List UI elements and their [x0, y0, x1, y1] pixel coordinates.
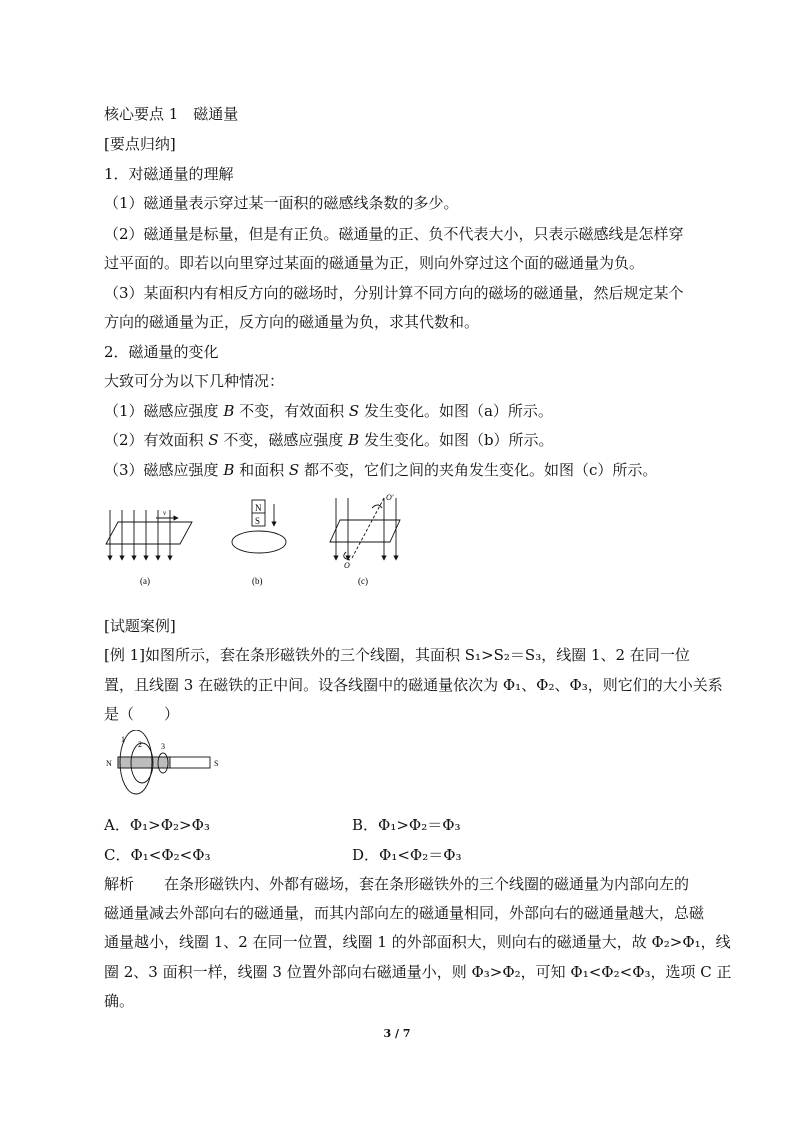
page-number: 3 / 7: [383, 1027, 411, 1040]
subsection-title-1: 1．对磁通量的理解: [104, 165, 234, 183]
paragraph-2a: （2）磁通量是标量，但是有正负。磁通量的正、负不代表大小，只表示磁感线是怎样穿: [104, 225, 684, 243]
paragraph-3a: （3）某面积内有相反方向的磁场时，分别计算不同方向的磁场的磁通量，然后规定某个: [104, 284, 684, 302]
caption-b: (b): [252, 576, 263, 586]
analysis-line-3: 通量越小，线圈 1、2 在同一位置，线圈 1 的外部面积大，则向右的磁通量大，故 Φ₂>Φ₁，线: [104, 933, 731, 951]
coil-1-label: 1: [121, 735, 125, 744]
pole-s-label: S: [214, 759, 219, 768]
analysis-line-4: 圈 2、3 面积一样，线圈 3 位置外部向右磁通量小，则 Φ₃>Φ₂，可知 Φ₁<Φ₂<Φ₃，选项 C 正: [104, 963, 732, 981]
case-tag: [试题案例]: [104, 617, 176, 635]
magnet-s-label: S: [255, 516, 261, 526]
example-1-line-1: [例 1]如图所示，套在条形磁铁外的三个线圈，其面积 S₁>S₂＝S₃，线圈 1、2 在同一位: [104, 646, 690, 664]
paragraph-3b: 方向的磁通量为正，反方向的磁通量为负，求其代数和。: [104, 313, 480, 331]
subsection-intro: 大致可分为以下几种情况：: [104, 372, 285, 390]
caption-a: (a): [140, 576, 150, 586]
coil-2-label: 2: [138, 740, 142, 749]
axis-bottom-label: O: [344, 561, 350, 570]
option-d[interactable]: D．Φ₁<Φ₂＝Φ₃: [352, 846, 462, 864]
magnet-n-label: N: [255, 503, 262, 513]
summary-tag: [要点归纳]: [104, 135, 176, 153]
section-heading: 核心要点 1 磁通量: [104, 105, 239, 123]
figure-flux-cases: [100, 492, 410, 592]
panel-c: [330, 498, 400, 560]
option-c[interactable]: C．Φ₁<Φ₂<Φ₃: [104, 846, 211, 864]
analysis-line-1: 解析 在条形磁铁内、外都有磁场，套在条形磁铁外的三个线圈的磁通量为内部向左的: [104, 875, 690, 893]
velocity-label: v: [163, 509, 167, 517]
figure-magnet-coils: [100, 730, 230, 800]
case-1: （1）磁感应强度 B 不变，有效面积 S 发生变化。如图（a）所示。: [104, 402, 553, 420]
analysis-line-5: 确。: [104, 992, 135, 1010]
pole-n-label: N: [106, 759, 112, 768]
axis-top-label: O′: [386, 493, 394, 502]
paragraph-1: （1）磁通量表示穿过某一面积的磁感线条数的多少。: [104, 194, 459, 212]
case-3: （3）磁感应强度 B 和面积 S 都不变，它们之间的夹角发生变化。如图（c）所示。: [104, 461, 658, 479]
option-a[interactable]: A．Φ₁>Φ₂>Φ₃: [104, 816, 210, 834]
subsection-title-2: 2．磁通量的变化: [104, 343, 219, 361]
example-1-line-2: 置，且线圈 3 在磁铁的正中间。设各线圈中的磁通量依次为 Φ₁、Φ₂、Φ₃，则它们的大小关系: [104, 676, 723, 694]
option-b[interactable]: B．Φ₁>Φ₂＝Φ₃: [352, 816, 461, 834]
analysis-line-2: 磁通量减去外部向右的磁通量，而其内部向左的磁通量相同，外部向右的磁通量越大，总磁: [104, 904, 705, 922]
coil-3-label: 3: [161, 742, 165, 751]
caption-c: (c): [358, 576, 368, 586]
panel-a: [106, 510, 192, 558]
paragraph-2b: 过平面的。即若以向里穿过某面的磁通量为正，则向外穿过这个面的磁通量为负。: [104, 254, 645, 272]
example-1-line-3: 是（ ）: [104, 705, 180, 723]
case-2: （2）有效面积 S 不变，磁感应强度 B 发生变化。如图（b）所示。: [104, 431, 554, 449]
